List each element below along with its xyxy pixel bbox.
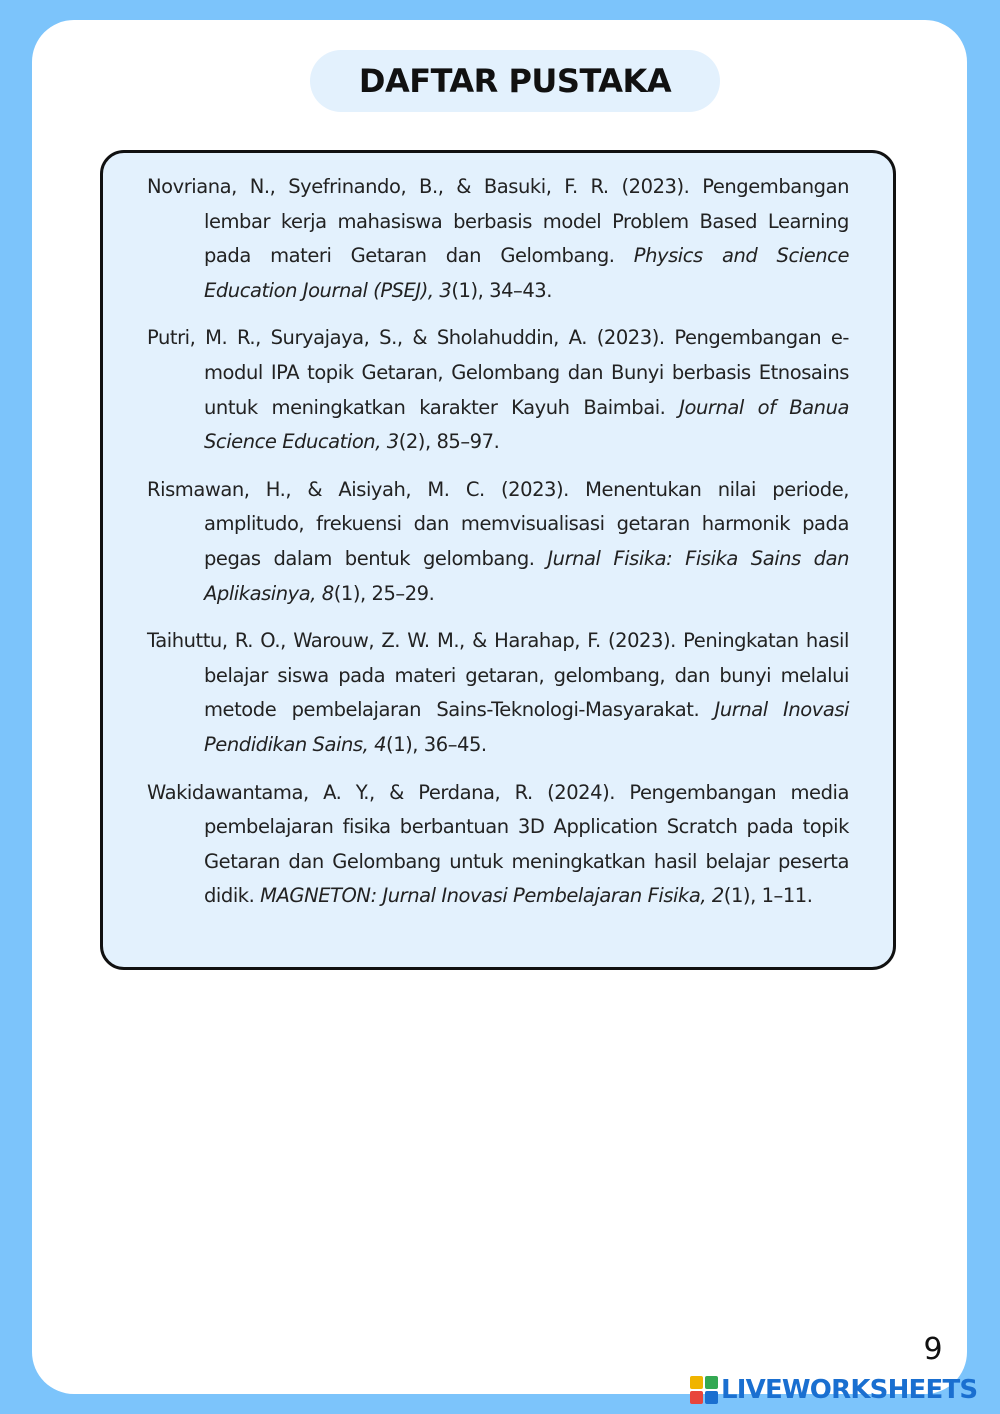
reference-item: Putri, M. R., Suryajaya, S., & Sholahuddin, A. (2023). Pengembangan e-modul IPA topik Getaran, Gelombang dan Bunyi berbasis Etnosains untuk meningkatkan karakter Kayuh Baimbai. Journal of Banua Science Education, 3(2), 85–97. — [147, 326, 849, 454]
references-box — [100, 150, 896, 970]
reference-item: Rismawan, H., & Aisiyah, M. C. (2023). Menentukan nilai periode, amplitudo, frekuensi dan memvisualisasi getaran harmonik pada pegas dalam bentuk gelombang. Jurnal Fisika: Fisika Sains dan Aplikasinya, 8(1), 25–29. — [147, 477, 850, 605]
reference-item: Wakidawantama, A. Y., & Perdana, R. (2024). Pengembangan media pembelajaran fisika berbantuan 3D Application Scratch pada topik Getaran dan Gelombang untuk meningkatkan hasil belajar peserta didik. MAGNETON: Jurnal Inovasi Pembelajaran Fisika, 2(1), 1–11. — [147, 780, 849, 908]
liveworksheets-logo-icon — [690, 1376, 718, 1404]
title-banner — [310, 50, 720, 112]
page-title: DAFTAR PUSTAKA — [358, 62, 672, 100]
reference-item: Novriana, N., Syefrinando, B., & Basuki, F. R. (2023). Pengembangan lembar kerja mahasiswa berbasis model Problem Based Learning pada materi Getaran dan Gelombang. Physics and Science Education Journal (PSEJ), 3(1), 34–43. — [147, 175, 849, 302]
page-number: 9 — [923, 1332, 943, 1367]
reference-item: Taihuttu, R. O., Warouw, Z. W. M., & Harahap, F. (2023). Peningkatan hasil belajar siswa pada materi getaran, gelombang, dan bunyi melalui metode pembelajaran Sains-Teknologi-Masyarakat. Jurnal Inovasi Pendidikan Sains, 4(1), 36–45. — [147, 629, 850, 756]
liveworksheets-logo[interactable] — [690, 1374, 977, 1406]
brand-name: LIVEWORKSHEETS — [721, 1375, 978, 1405]
